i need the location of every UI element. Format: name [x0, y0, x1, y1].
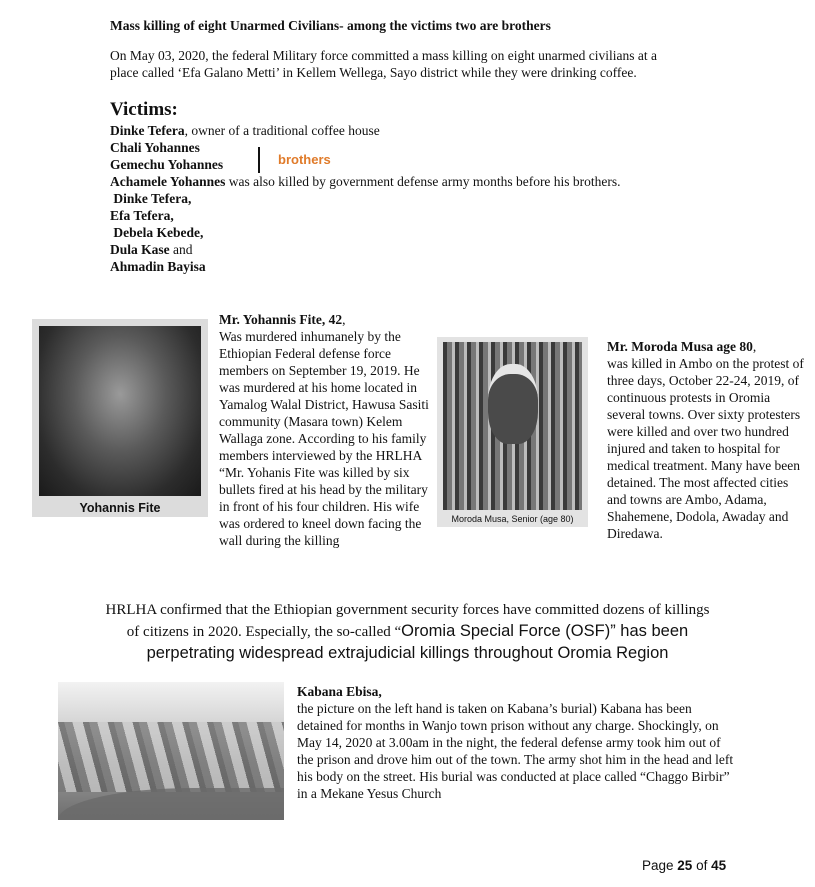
victim-name: Ahmadin Bayisa [110, 259, 206, 274]
moroda-title: Mr. Moroda Musa age 80 [607, 339, 753, 354]
moroda-text-block [607, 338, 807, 542]
victim-name: Debela Kebede, [113, 225, 204, 240]
victim-item [110, 156, 621, 173]
victim-item [110, 258, 621, 275]
page-total: 45 [711, 858, 727, 873]
victim-item [110, 122, 621, 139]
victim-name: Dinke Tefera [110, 123, 185, 138]
kabana-body: the picture on the left hand is taken on Kabana’s burial) Kabana has been detained for months in Wanjo town prison without any charge. Shockingly, on May 14, 2020 at 3.00am in the night, the federal defense army took him out of the prison and drove him out of the town. The army shot him in the head and left his body on the street. His burial was conducted at place called “Chaggo Birbir” in a Mekane Yesus Church [297, 701, 734, 801]
yohannis-text-block [219, 311, 434, 549]
victim-desc: was also killed by government defense army months before his brothers. [225, 174, 621, 189]
victim-name: Dinke Tefera, [113, 191, 192, 206]
page-number [642, 858, 726, 873]
hrlha-statement [0, 600, 815, 664]
yohannis-body: Was murdered inhumanely by the Ethiopian Federal defense force members on September 19, 2019. He was murdered at his home located in Yamalog Walal District, Hawusa Sasiti community (Masara town) Kelem Wallaga zone. According to his family members interviewed by the HRLHA “Mr. Yohanis Fite was killed by six bullets fired at his head by the military in front of his four children. His wife was ordered to kneel down facing the wall during the killing [219, 329, 429, 548]
yohannis-photo [32, 319, 208, 517]
crowd-image [58, 722, 284, 792]
portrait-image [443, 342, 582, 510]
title-punct: , [342, 312, 346, 327]
victims-list [110, 122, 621, 275]
moroda-photo [437, 337, 588, 527]
victim-item [110, 224, 621, 241]
statement-line: perpetrating widespread extrajudicial killings throughout Oromia Region [146, 644, 669, 662]
victim-name: Chali Yohannes [110, 140, 200, 155]
ground-image [58, 788, 284, 820]
victim-desc: , owner of a traditional coffee house [184, 123, 380, 138]
victim-item [110, 207, 621, 224]
statement-line: Oromia Special Force (OSF)” has been [401, 622, 689, 640]
brothers-note: brothers [278, 152, 331, 167]
title-punct: , [752, 339, 757, 354]
victim-and: and [169, 242, 193, 257]
kabana-title: Kabana Ebisa, [297, 684, 382, 699]
photo-caption: Moroda Musa, Senior (age 80) [451, 514, 574, 524]
brothers-bracket [258, 147, 260, 173]
victim-item [110, 241, 621, 258]
portrait-face [488, 364, 538, 444]
victim-name: Efa Tefera, [110, 208, 174, 223]
statement-line: of citizens in 2020. Especially, the so-called “ [126, 624, 402, 640]
yohannis-title: Mr. Yohannis Fite, 42 [219, 312, 343, 327]
intro-paragraph: On May 03, 2020, the federal Military force committed a mass killing on eight unarmed civilians at a place called ‘Efa Galano Metti’ in Kellem Wellega, Sayo district while they were drinking coffee. [110, 48, 657, 80]
victim-item [110, 173, 621, 190]
portrait-image [39, 326, 201, 496]
kabana-text-block [297, 683, 737, 802]
victims-title: Victims: [110, 99, 178, 120]
section-heading: Mass killing of eight Unarmed Civilians- among the victims two are brothers [110, 18, 551, 33]
kabana-burial-photo [58, 682, 284, 820]
photo-caption: Yohannis Fite [79, 501, 161, 515]
moroda-body: was killed in Ambo on the protest of three days, October 22-24, 2019, of continuous protests in Oromia several towns. Over sixty protesters were killed and over two hundred injured and taken to hospital for medical treatment. Many have been detained. The most affected cities and towns are Ambo, Adama, Shahemene, Dodola, Awaday and Diredawa. [607, 356, 804, 541]
page-current: 25 [677, 858, 693, 873]
victim-name: Achamele Yohannes [110, 174, 226, 189]
statement-line: HRLHA confirmed that the Ethiopian government security forces have committed dozens of killings [105, 602, 710, 618]
victim-name: Gemechu Yohannes [110, 157, 224, 172]
victim-item [110, 139, 621, 156]
victim-name: Dula Kase [110, 242, 170, 257]
page-of: of [692, 858, 712, 873]
page-prefix: Page [642, 858, 678, 873]
victim-item [110, 190, 621, 207]
